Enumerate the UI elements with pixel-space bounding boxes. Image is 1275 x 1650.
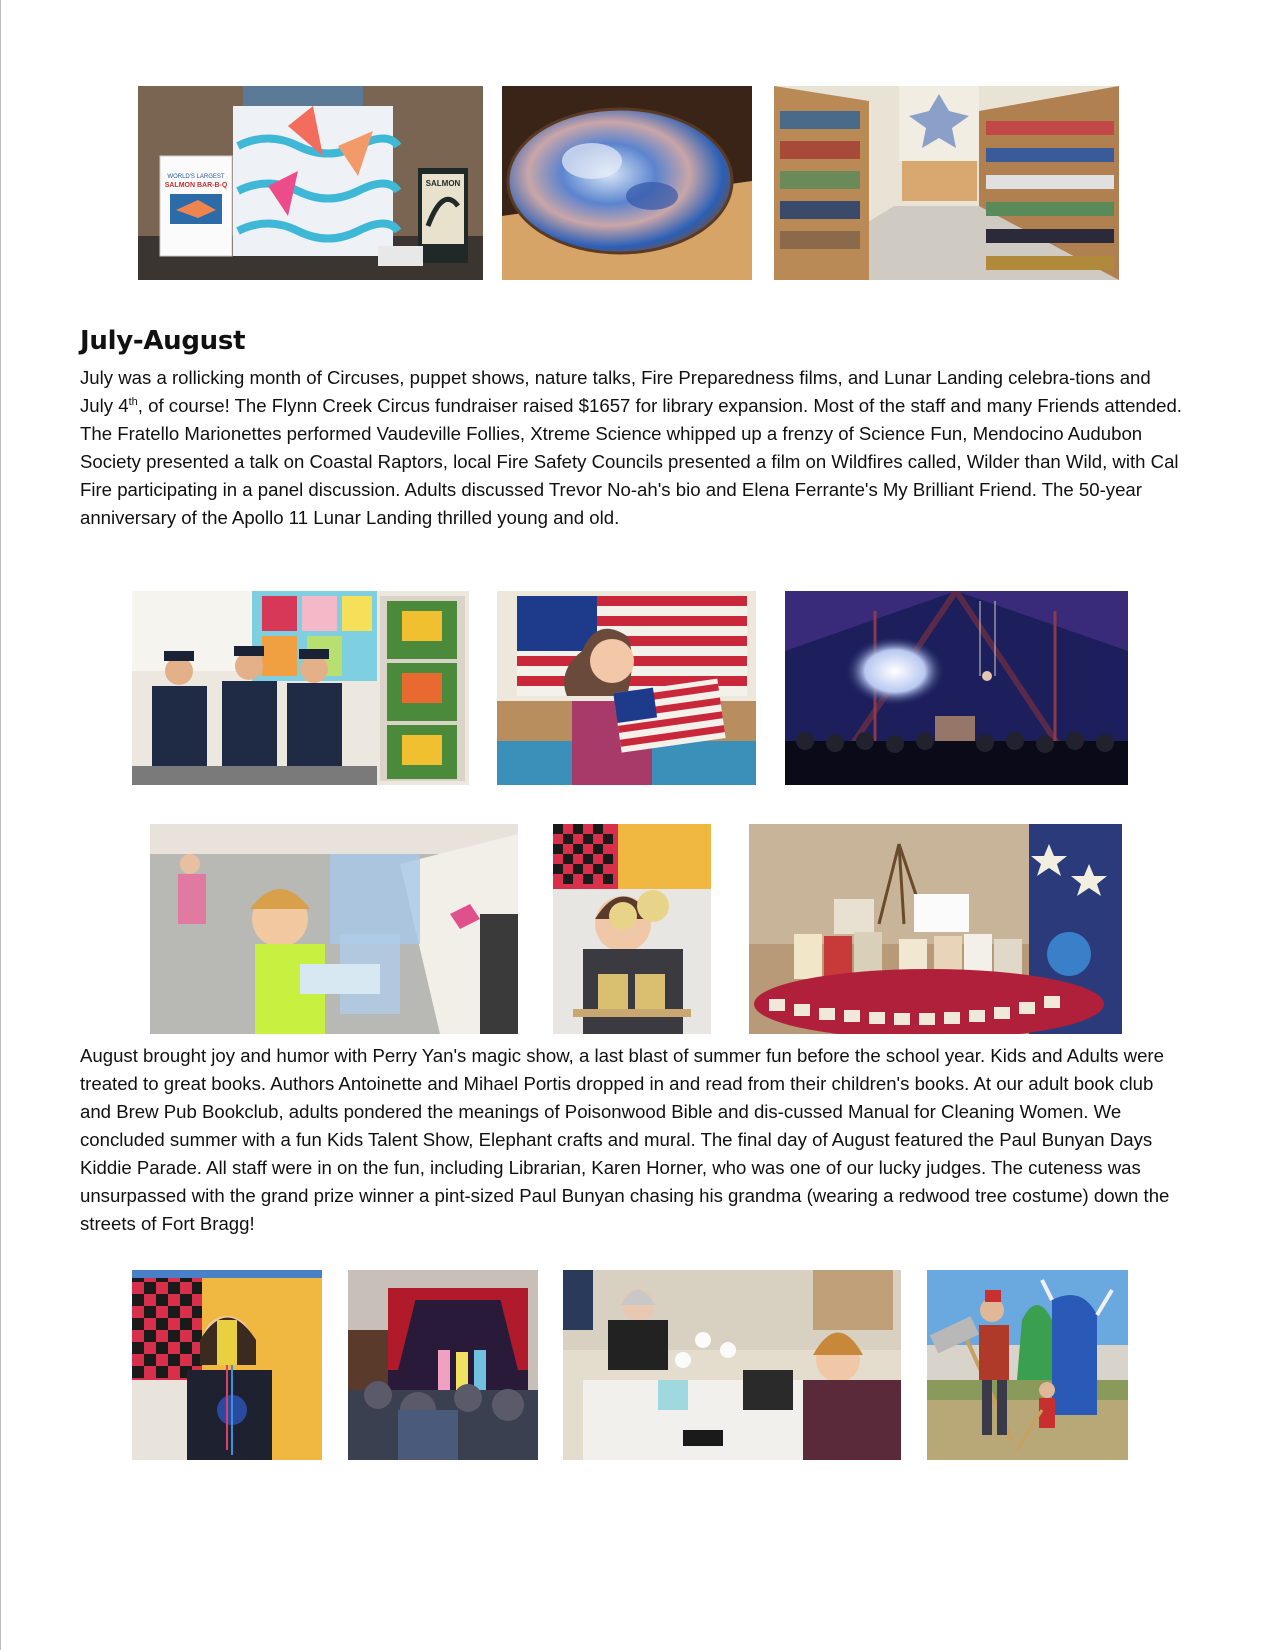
library-shelves-photo [774, 86, 1119, 280]
nasa-kid-photo [132, 1270, 322, 1460]
section-heading: July-August [80, 326, 246, 356]
august-paragraph: August brought joy and humor with Perry Yan's magic show, a last blast of summer fun before the school year. Kids and Adults were treated to great books. Authors Antoinette and Mihael Portis dropped in and read from their children's books. At our adult book club and Brew Pub Bookclub, adults pondered the meanings of Poisonwood Bible and dis-cussed Manual for Cleaning Women. We concluded summer with a fun Kids Talent Show, Elephant crafts and mural. The final day of August featured the Paul Bunyan Days Kiddie Parade. All staff were in on the fun, including Librarian, Karen Horner, who was one of our lucky judges. The cuteness was unsurpassed with the grand prize winner a pint-sized Paul Bunyan chasing his grandma (wearing a redwood tree costume) down the streets of Fort Bragg! [80, 1045, 1170, 1234]
circus-tent-photo [785, 591, 1128, 785]
firefighters-photo [132, 591, 469, 785]
elephant-crafts-photo [563, 1270, 901, 1460]
boy-telescope-craft-photo [553, 824, 711, 1034]
enamel-bowl-photo [502, 86, 752, 280]
book-display-photo [749, 824, 1122, 1034]
salmon-display-photo [138, 86, 483, 280]
july-text-end: , of course! The Flynn Creek Circus fundraiser raised $1657 for library expansion. Most of the staff and many Friends attended. The Fratello Marionettes performed Vaudeville Follies, Xtreme Science whipped up a frenzy of Science Fun, Mendocino Audubon Society presented a talk on Coastal Raptors, local Fire Safety Councils presented a film on Wildfires called, Wilder than Wild, with Cal Fire participating in a panel discussion. Adults discussed Trevor No-ah's bio and Elena Ferrante's My Brilliant Friend. The 50-year anniversary of the Apollo 11 Lunar Landing thrilled young and old. [80, 395, 1182, 528]
poster-line2: SALMON BAR-B-Q [164, 182, 228, 189]
parade-costumes-photo [927, 1270, 1128, 1460]
boy-crafts-photo [150, 824, 518, 1034]
girl-with-flag-photo [497, 591, 756, 785]
july-paragraph [80, 364, 1188, 532]
july-superscript: th [128, 395, 138, 408]
poster-line1: WORLD'S LARGEST [167, 174, 225, 180]
july-text-start: July was a rollicking month of Circuses, puppet shows, nature talks, Fire Preparedness films, and Lunar Landing celebra-tions and July 4 [80, 367, 1151, 416]
talent-show-photo [348, 1270, 538, 1460]
page-edge [0, 0, 1, 1650]
card-title: SALMON [425, 179, 461, 188]
